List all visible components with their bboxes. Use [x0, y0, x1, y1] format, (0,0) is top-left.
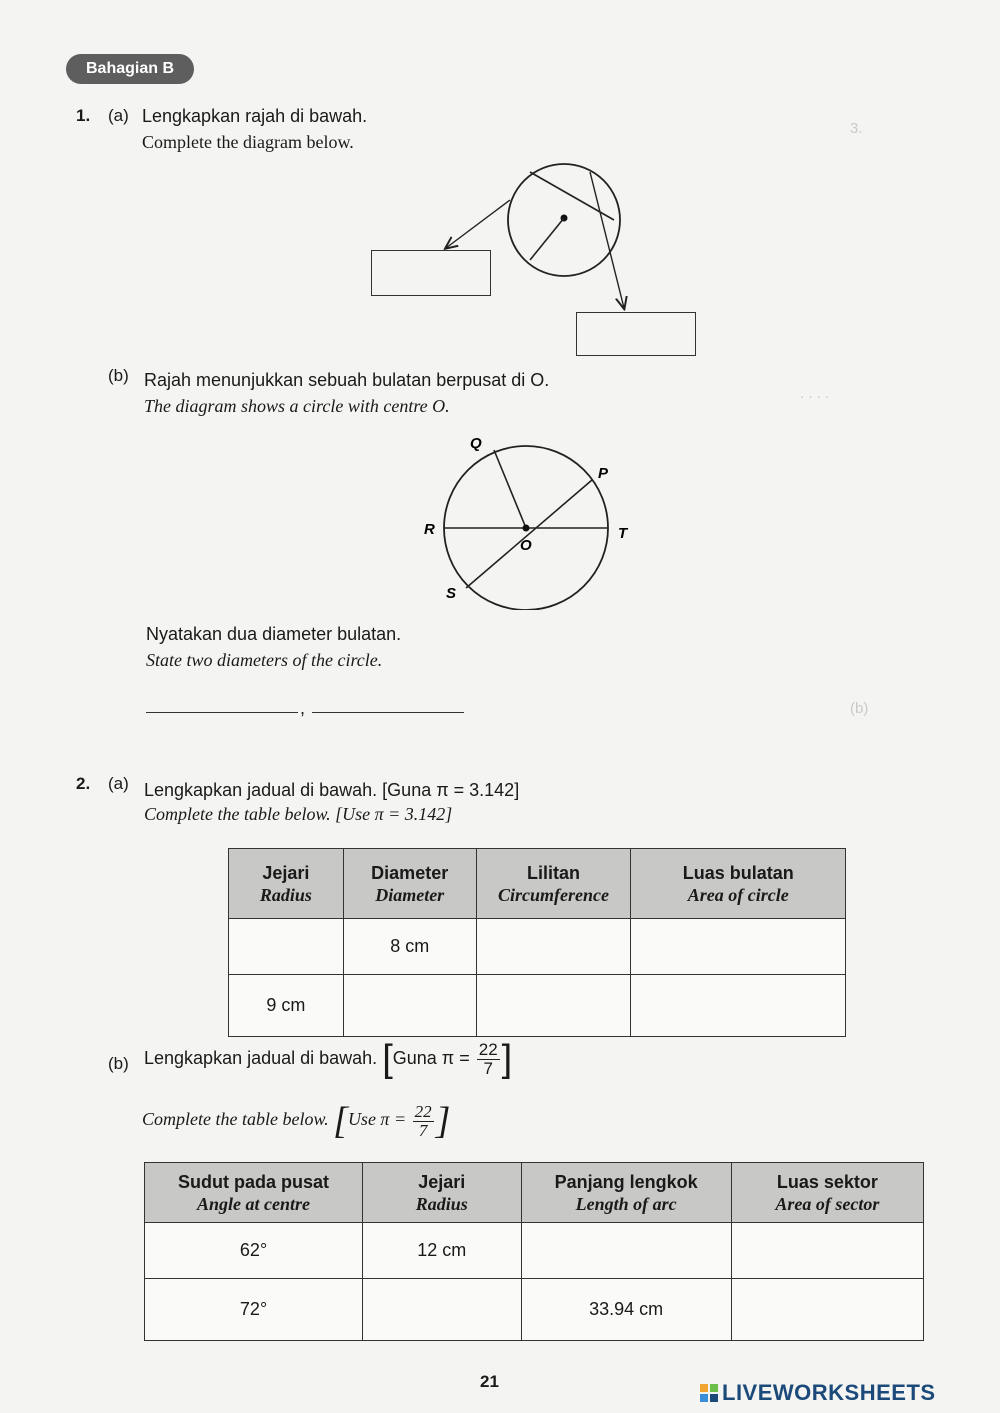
- brand-logo: LIVEWORKSHEETS: [700, 1380, 936, 1406]
- part-label: (a): [108, 774, 129, 793]
- cell-input[interactable]: [476, 975, 631, 1037]
- part-label: (a): [108, 106, 129, 125]
- arrow-to-right-box: [590, 172, 624, 308]
- task-en: State two diameters of the circle.: [146, 650, 383, 670]
- cell-value: 12 cm: [363, 1223, 521, 1279]
- cell-input[interactable]: [631, 919, 846, 975]
- cell-value: 62°: [145, 1223, 363, 1279]
- bleed-through: . . . .: [800, 385, 830, 402]
- arrow-to-left-box: [446, 200, 510, 248]
- table-row: [229, 975, 846, 1037]
- header-diameter: Diameter Diameter: [343, 849, 476, 919]
- cell-input[interactable]: [343, 975, 476, 1037]
- header-angle: Sudut pada pusat Angle at centre: [145, 1163, 363, 1223]
- point-label-t: T: [618, 525, 628, 542]
- header-radius: Jejari Radius: [229, 849, 344, 919]
- answer-separator: ,: [300, 698, 306, 718]
- table-row: [229, 919, 846, 975]
- circle-centre-o-diagram: [410, 430, 650, 610]
- cell-input[interactable]: [476, 919, 631, 975]
- cell-input[interactable]: [521, 1223, 731, 1279]
- instruction-en: Complete the diagram below.: [142, 132, 354, 152]
- point-label-p: P: [598, 465, 609, 482]
- cell-input[interactable]: [229, 919, 344, 975]
- header-radius: Jejari Radius: [363, 1163, 521, 1223]
- cell-value: 9 cm: [229, 975, 344, 1037]
- part-label: (b): [108, 366, 129, 385]
- instruction-en: Complete the table below. [Use π = 3.142]: [144, 804, 453, 824]
- task-ms: Nyatakan dua diameter bulatan.: [146, 624, 402, 644]
- sector-table: [144, 1162, 924, 1341]
- answer-box-right[interactable]: [576, 312, 696, 356]
- diameter-sp: [466, 480, 592, 588]
- cell-value: 33.94 cm: [521, 1279, 731, 1341]
- table-row: [145, 1223, 924, 1279]
- cell-input[interactable]: [731, 1223, 923, 1279]
- pi-fraction: $\frac{22}{7}$: [478, 1039, 498, 1078]
- circle-table: [228, 848, 846, 1037]
- instruction-en: Complete the table below. [Use π = $\frac{22}{7}$ ]: [142, 1100, 451, 1142]
- cell-value: 72°: [145, 1279, 363, 1341]
- header-area: Luas bulatan Area of circle: [631, 849, 846, 919]
- cell-input[interactable]: [631, 975, 846, 1037]
- cell-input[interactable]: [731, 1279, 923, 1341]
- header-circumference: Lilitan Circumference: [476, 849, 631, 919]
- part-label: (b): [108, 1054, 129, 1073]
- table-row: [145, 1279, 924, 1341]
- pi-fraction: $\frac{22}{7}$: [414, 1101, 432, 1140]
- point-label-r: R: [424, 521, 435, 538]
- header-sector-area: Luas sektor Area of sector: [731, 1163, 923, 1223]
- instruction-ms: Lengkapkan jadual di bawah. [Guna π = $\frac{22}{7}$ ]: [144, 1038, 513, 1080]
- section-badge: Bahagian B: [66, 54, 194, 84]
- question-number: 2.: [76, 774, 91, 793]
- instruction-ms: Lengkapkan jadual di bawah. [Guna π = 3.142]: [144, 780, 520, 800]
- instruction-ms: Rajah menunjukkan sebuah bulatan berpusat di O.: [144, 370, 550, 390]
- radius-oq: [494, 450, 526, 528]
- point-label-o: O: [520, 537, 532, 554]
- point-label-s: S: [446, 585, 457, 602]
- liveworksheets-icon: [700, 1384, 718, 1402]
- radius-line: [530, 218, 564, 260]
- bleed-through: 3.: [850, 120, 863, 137]
- instruction-ms: Lengkapkan rajah di bawah.: [142, 106, 368, 126]
- question-number: 1.: [76, 106, 91, 125]
- cell-input[interactable]: [363, 1279, 521, 1341]
- diameter-answer-2[interactable]: [312, 712, 464, 713]
- bleed-through: (b): [850, 700, 869, 717]
- diameter-answer-1[interactable]: [146, 712, 298, 713]
- point-label-q: Q: [470, 435, 482, 452]
- answer-box-left[interactable]: [371, 250, 491, 296]
- page-number: 21: [480, 1372, 499, 1391]
- cell-value: 8 cm: [343, 919, 476, 975]
- centre-point: [523, 525, 530, 532]
- header-arc-length: Panjang lengkok Length of arc: [521, 1163, 731, 1223]
- instruction-en: The diagram shows a circle with centre O.: [144, 396, 450, 416]
